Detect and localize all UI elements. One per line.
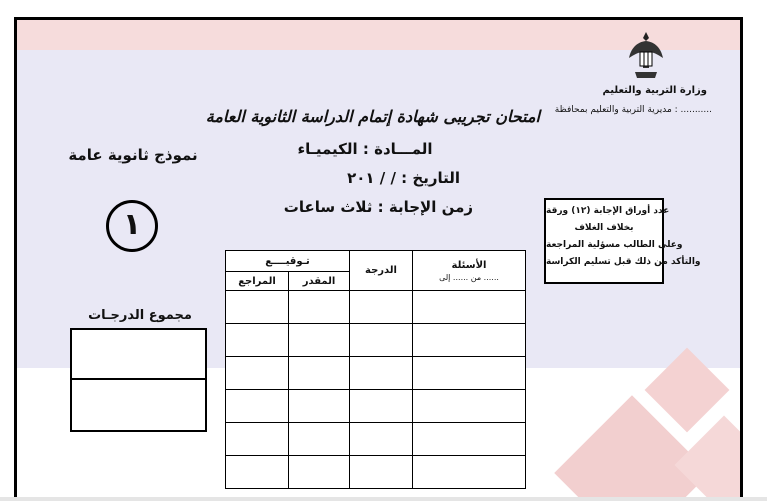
totals-box[interactable]: [70, 328, 207, 432]
totals-cell[interactable]: [72, 380, 205, 430]
table-cell[interactable]: [350, 324, 413, 357]
table-cell[interactable]: [350, 390, 413, 423]
table-cell[interactable]: [289, 423, 350, 456]
table-cell[interactable]: [289, 390, 350, 423]
table-cell[interactable]: [289, 357, 350, 390]
table-cell[interactable]: [226, 291, 289, 324]
directorate-line: مديرية التربية والتعليم بمحافظة : ...........: [554, 105, 712, 115]
date-line: التاريخ : / / ٢٠١: [347, 169, 460, 187]
answer-sheets-note: [544, 198, 701, 284]
table-cell[interactable]: [350, 423, 413, 456]
duration-line: زمن الإجابة : ثلاث ساعات: [283, 198, 473, 216]
table-cell[interactable]: [226, 357, 289, 390]
estimator-header: المقدر: [289, 272, 350, 291]
note-line: وعلى الطالب مسؤلية المراجعة: [546, 240, 683, 250]
table-cell[interactable]: [226, 423, 289, 456]
questions-header-label: الأسئلة: [451, 259, 487, 271]
exam-title: امتحان تجريبى شهادة إتمام الدراسة الثانوية العامة: [205, 107, 540, 126]
note-line: والتأكد من ذلك قبل تسليم الكراسة: [546, 257, 701, 267]
table-cell[interactable]: [413, 456, 526, 489]
table-cell[interactable]: [413, 357, 526, 390]
subject-line: المـــادة : الكيميـاء: [297, 140, 433, 158]
table-cell[interactable]: [226, 456, 289, 489]
table-cell[interactable]: [350, 456, 413, 489]
table-cell[interactable]: [413, 390, 526, 423]
model-number-badge: ١: [106, 200, 158, 252]
grade-header: الدرجة: [350, 251, 413, 291]
table-cell[interactable]: [413, 324, 526, 357]
table-cell[interactable]: [289, 456, 350, 489]
model-label: نموذج ثانوية عامة: [68, 146, 198, 164]
note-line: بخلاف الغلاف: [574, 223, 634, 233]
table-cell[interactable]: [226, 390, 289, 423]
grades-table: [225, 250, 526, 489]
totals-cell[interactable]: [72, 330, 205, 380]
table-cell[interactable]: [350, 291, 413, 324]
eagle-emblem-icon: [625, 30, 667, 82]
table-cell[interactable]: [413, 291, 526, 324]
ministry-name: وزارة التربية والتعليم: [602, 85, 707, 96]
questions-header: [413, 251, 526, 291]
table-cell[interactable]: [413, 423, 526, 456]
totals-label: مجموع الدرجـات: [88, 308, 192, 323]
reviewer-header: المراجع: [226, 272, 289, 291]
table-cell[interactable]: [289, 324, 350, 357]
bottom-scroll-edge: [0, 497, 767, 501]
signature-header: تـوقيــــع: [226, 251, 350, 272]
table-cell[interactable]: [226, 324, 289, 357]
table-cell[interactable]: [350, 357, 413, 390]
questions-range: من ...... إلى ......: [439, 272, 499, 282]
note-line: عدد أوراق الإجابة (١٢) ورقة: [546, 206, 670, 216]
table-cell[interactable]: [289, 291, 350, 324]
